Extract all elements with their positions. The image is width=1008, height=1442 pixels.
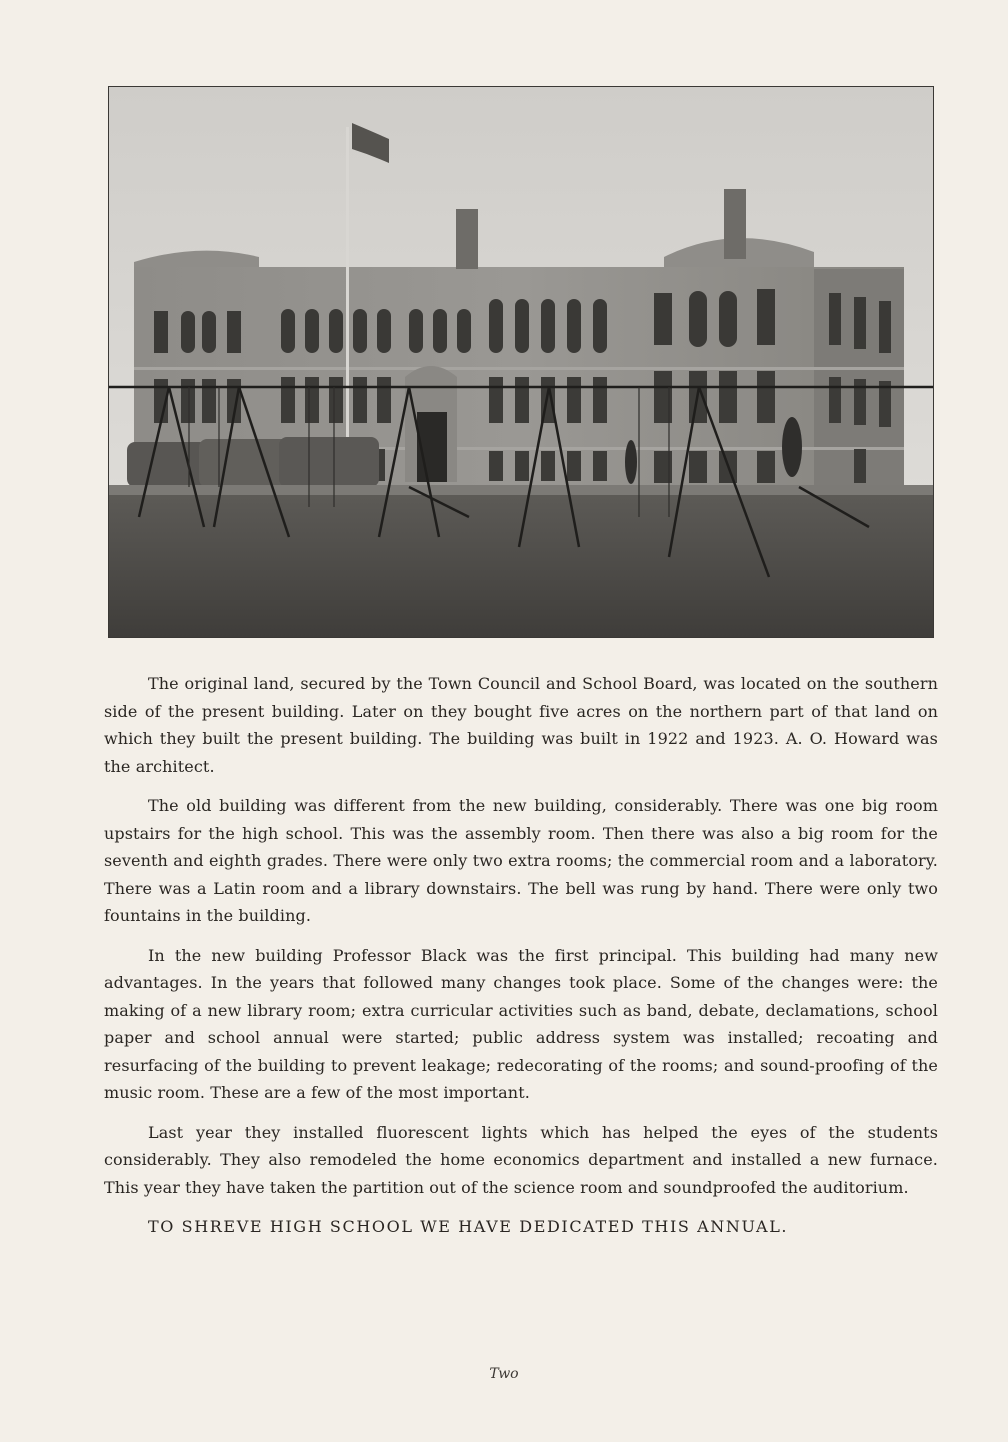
paragraph-last-year: Last year they installed fluorescent lights which has helped the eyes of the students considerably. They also remodeled the home economics department and installed a new furnace. This year they have taken the partition out of the science room and soundproofed the auditorium. [104,1122,938,1197]
school-building-photo [108,86,934,638]
paragraph-new-building: In the new building Professor Black was the first principal. This building had many new advantages. In the years that followed many changes took place. Some of the changes were: the making of a new library room; extra curricular activities such as band, debate, declamations, school paper and school annual were started; public address system was installed; recoating and resurfacing of the building to prevent leakage; redecorating of the rooms; and sound-proofing of the music room. These are a few of the most important. [104,945,938,1102]
dedication-line: TO SHREVE HIGH SCHOOL WE HAVE DEDICATED THIS ANNUAL. [148,1217,789,1236]
page-number: Two [489,1366,519,1382]
paragraph-old-building: The old building was different from the new building, considerably. There was one big room upstairs for the high school. This was the assembly room. Then there was also a big room for the seventh and eighth grades. There were only two extra rooms; the commercial room and a laboratory. There was a Latin room and a library downstairs. The bell was rung by hand. There were only two fountains in the building. [104,796,938,925]
school-building-illustration [109,87,933,637]
paragraph-original-land: The original land, secured by the Town Council and School Board, was located on the southern side of the present building. Later on they bought five acres on the northern part of that land on which they built the present building. The building was built in 1922 and 1923. A. O. Howard was the architect. [104,674,938,776]
article-body [104,670,938,1241]
